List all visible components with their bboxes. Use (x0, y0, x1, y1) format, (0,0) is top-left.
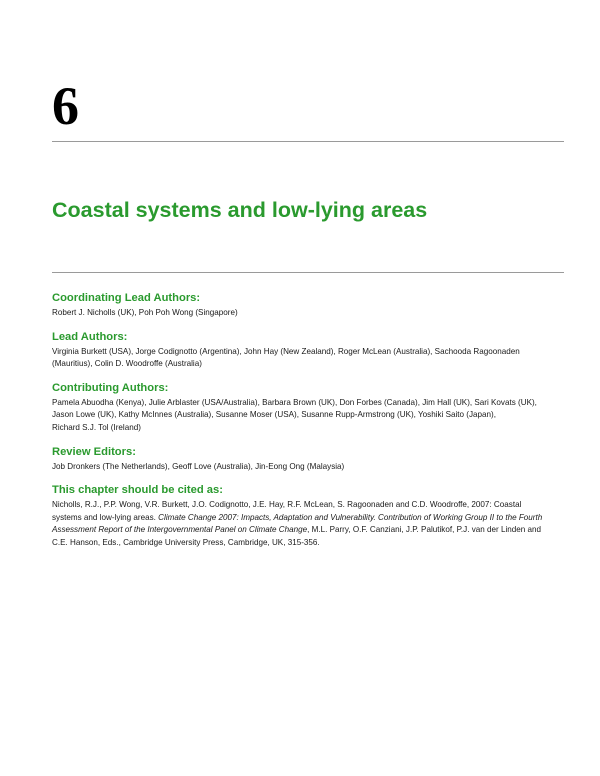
citation-line-1: Nicholls, R.J., P.P. Wong, V.R. Burkett, J.O. Codignotto, J.E. Hay, R.F. McLean, S. Ragoonaden and C.D. Woodroffe, 2007: Coastal (52, 500, 522, 510)
lead-authors-section (52, 330, 572, 371)
lead-authors-line-1: Virginia Burkett (USA), Jorge Codignotto (Argentina), John Hay (New Zealand), Roger McLean (Australia), Sachooda Ragoonaden (52, 346, 520, 356)
citation-section (52, 483, 572, 549)
contributing-authors-names (52, 397, 572, 435)
citation-line-4: C.E. Hanson, Eds., Cambridge University Press, Cambridge, UK, 315-356. (52, 537, 320, 547)
contributing-authors-heading: Contributing Authors: (52, 381, 169, 394)
citation-line-2-italic: Climate Change 2007: Impacts, Adaptation and Vulnerability. Contribution of Working Group II to the Fourth (158, 512, 543, 522)
lead-authors-heading: Lead Authors: (52, 330, 128, 343)
lead-authors-line-2: (Mauritius), Colin D. Woodroffe (Australia) (52, 359, 202, 369)
top-divider (52, 141, 564, 142)
citation-text (52, 499, 572, 549)
chapter-number: 6 (52, 76, 79, 136)
review-editors-section (52, 445, 572, 474)
coordinating-lead-authors-section (52, 291, 572, 320)
citation-line-3-italic: Assessment Report of the Intergovernmental Panel on Climate Change (52, 525, 308, 535)
bottom-divider (52, 272, 564, 273)
citation-heading: This chapter should be cited as: (52, 484, 223, 497)
contributing-authors-line-1: Pamela Abuodha (Kenya), Julie Arblaster (USA/Australia), Barbara Brown (UK), Don Forbes (Canada), Jim Hall (UK), Sari Kovats (UK), (52, 397, 537, 407)
citation-line-2-plain: systems and low-lying areas. (52, 512, 159, 522)
contributing-authors-line-2: Jason Lowe (UK), Kathy McInnes (Australia), Susanne Moser (USA), Susanne Rupp-Armstrong (UK), Yoshiki Saito (Japan), (52, 410, 496, 420)
author-credits (52, 291, 572, 561)
citation-line-3-plain: , M.L. Parry, O.F. Canziani, J.P. Palutikof, P.J. van der Linden and (307, 525, 542, 535)
chapter-title: Coastal systems and low-lying areas (52, 198, 428, 222)
contributing-authors-line-3: Richard S.J. Tol (Ireland) (52, 422, 141, 432)
coordinating-lead-authors-heading: Coordinating Lead Authors: (52, 292, 201, 304)
coordinating-lead-authors-names: Robert J. Nicholls (UK), Poh Poh Wong (Singapore) (52, 308, 238, 317)
lead-authors-names (52, 346, 572, 371)
review-editors-names: Job Dronkers (The Netherlands), Geoff Love (Australia), Jin-Eong Ong (Malaysia) (52, 461, 345, 471)
contributing-authors-section (52, 381, 572, 435)
review-editors-heading: Review Editors: (52, 445, 136, 458)
